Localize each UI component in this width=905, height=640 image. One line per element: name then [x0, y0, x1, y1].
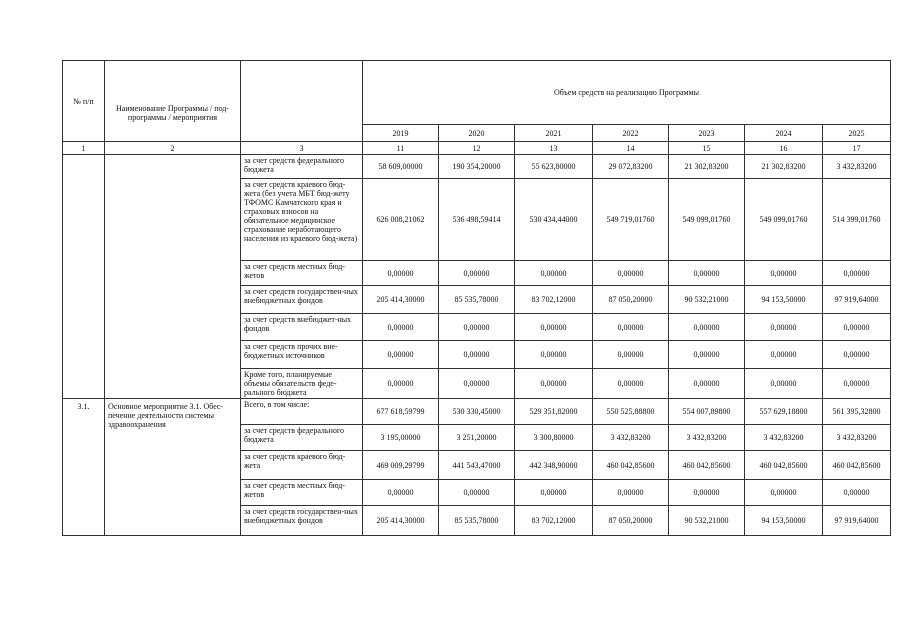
amount-cell: 460 042,85600: [593, 451, 669, 480]
amount-cell: 550 525,88800: [593, 399, 669, 425]
amount-cell: 460 042,85600: [823, 451, 891, 480]
amount-cell: 549 099,01760: [745, 179, 823, 261]
amount-cell: 514 399,01760: [823, 179, 891, 261]
amount-cell: 554 007,89800: [669, 399, 745, 425]
header-num: № п/п: [63, 61, 105, 142]
amount-cell: 3 432,83200: [669, 425, 745, 451]
amount-cell: 0,00000: [669, 341, 745, 369]
amount-cell: 469 009,29799: [363, 451, 439, 480]
amount-cell: 441 543,47000: [439, 451, 515, 480]
row-number: [63, 155, 105, 399]
amount-cell: 94 153,50000: [745, 286, 823, 314]
header-name: Наименование Программы / под-программы / мероприятия: [105, 61, 241, 142]
amount-cell: 0,00000: [593, 369, 669, 399]
amount-cell: 90 532,21000: [669, 506, 745, 536]
amount-cell: 94 153,50000: [745, 506, 823, 536]
measure-name: [105, 155, 241, 399]
amount-cell: 626 008,21062: [363, 179, 439, 261]
column-number: 11: [363, 142, 439, 155]
amount-cell: 442 348,90000: [515, 451, 593, 480]
amount-cell: 3 432,83200: [593, 425, 669, 451]
year-header: 2021: [515, 125, 593, 142]
funding-source: Всего, в том числе:: [241, 399, 363, 425]
amount-cell: 677 618,59799: [363, 399, 439, 425]
amount-cell: 460 042,85600: [745, 451, 823, 480]
amount-cell: 0,00000: [669, 314, 745, 341]
amount-cell: 3 300,80000: [515, 425, 593, 451]
column-number: 1: [63, 142, 105, 155]
amount-cell: 205 414,30000: [363, 506, 439, 536]
amount-cell: 190 354,20000: [439, 155, 515, 179]
amount-cell: 0,00000: [669, 480, 745, 506]
amount-cell: 0,00000: [745, 261, 823, 286]
amount-cell: 0,00000: [823, 341, 891, 369]
column-number: 13: [515, 142, 593, 155]
amount-cell: 0,00000: [515, 369, 593, 399]
amount-cell: 85 535,78000: [439, 286, 515, 314]
amount-cell: 0,00000: [363, 314, 439, 341]
amount-cell: 0,00000: [669, 369, 745, 399]
header-source: [241, 61, 363, 142]
amount-cell: 549 719,01760: [593, 179, 669, 261]
column-number: 14: [593, 142, 669, 155]
amount-cell: 0,00000: [515, 341, 593, 369]
amount-cell: 3 432,83200: [823, 425, 891, 451]
year-header: 2024: [745, 125, 823, 142]
amount-cell: 549 099,01760: [669, 179, 745, 261]
funding-source: за счет средств федерального бюджета: [241, 155, 363, 179]
amount-cell: 0,00000: [363, 261, 439, 286]
amount-cell: 0,00000: [593, 480, 669, 506]
amount-cell: 87 050,20000: [593, 286, 669, 314]
amount-cell: 0,00000: [515, 261, 593, 286]
table-row: [63, 155, 891, 179]
amount-cell: 0,00000: [439, 480, 515, 506]
funding-source: за счет средств краевого бюд-жета (без учета МБТ бюд-жету ТФОМС Камчатского края и страховых взносов на обязательное медицинское страхование неработающего населения из краевого бюд-жета): [241, 179, 363, 261]
amount-cell: 3 432,83200: [823, 155, 891, 179]
amount-cell: 0,00000: [439, 314, 515, 341]
column-number: 15: [669, 142, 745, 155]
amount-cell: 0,00000: [515, 314, 593, 341]
amount-cell: 0,00000: [745, 314, 823, 341]
amount-cell: 21 302,83200: [745, 155, 823, 179]
year-header: 2023: [669, 125, 745, 142]
amount-cell: 0,00000: [593, 341, 669, 369]
amount-cell: 83 702,12000: [515, 506, 593, 536]
row-number: 3.1.: [63, 399, 105, 536]
amount-cell: 205 414,30000: [363, 286, 439, 314]
amount-cell: 29 072,83200: [593, 155, 669, 179]
amount-cell: 561 395,32800: [823, 399, 891, 425]
year-header: 2020: [439, 125, 515, 142]
amount-cell: 97 919,64000: [823, 506, 891, 536]
year-header: 2025: [823, 125, 891, 142]
amount-cell: 0,00000: [823, 480, 891, 506]
amount-cell: 0,00000: [745, 480, 823, 506]
amount-cell: 0,00000: [439, 261, 515, 286]
amount-cell: 0,00000: [515, 480, 593, 506]
amount-cell: 3 195,00000: [363, 425, 439, 451]
amount-cell: 55 623,80000: [515, 155, 593, 179]
amount-cell: 557 629,18800: [745, 399, 823, 425]
amount-cell: 0,00000: [745, 369, 823, 399]
amount-cell: 0,00000: [439, 341, 515, 369]
amount-cell: 83 702,12000: [515, 286, 593, 314]
amount-cell: 58 609,00000: [363, 155, 439, 179]
amount-cell: 0,00000: [745, 341, 823, 369]
amount-cell: 0,00000: [669, 261, 745, 286]
funding-source: за счет средств краевого бюд-жета: [241, 451, 363, 480]
funding-source: за счет средств федерального бюджета: [241, 425, 363, 451]
amount-cell: 0,00000: [363, 480, 439, 506]
column-number: 16: [745, 142, 823, 155]
amount-cell: 530 330,45000: [439, 399, 515, 425]
amount-cell: 0,00000: [363, 341, 439, 369]
funding-source: за счет средств государствен-ных внебюджетных фондов: [241, 286, 363, 314]
amount-cell: 460 042,85600: [669, 451, 745, 480]
column-number: 3: [241, 142, 363, 155]
amount-cell: 530 434,44000: [515, 179, 593, 261]
funding-source: за счет средств местных бюд-жетов: [241, 480, 363, 506]
column-number: 2: [105, 142, 241, 155]
amount-cell: 90 532,21000: [669, 286, 745, 314]
amount-cell: 0,00000: [439, 369, 515, 399]
header-volume: Объем средств на реализацию Программы: [363, 61, 891, 125]
amount-cell: 0,00000: [363, 369, 439, 399]
column-number: 17: [823, 142, 891, 155]
table-row: [63, 399, 891, 425]
year-header: 2019: [363, 125, 439, 142]
amount-cell: 3 432,83200: [745, 425, 823, 451]
funding-source: за счет средств государствен-ных внебюджетных фондов: [241, 506, 363, 536]
measure-name: Основное мероприятие 3.1. Обес-печение деятельности системы здравоохранения: [105, 399, 241, 536]
funding-source: Кроме того, планируемые объемы обязательств феде-рального бюджета: [241, 369, 363, 399]
column-number: 12: [439, 142, 515, 155]
amount-cell: 0,00000: [823, 369, 891, 399]
amount-cell: 97 919,64000: [823, 286, 891, 314]
year-header: 2022: [593, 125, 669, 142]
amount-cell: 3 251,20000: [439, 425, 515, 451]
funding-source: за счет средств внебюджет-ных фондов: [241, 314, 363, 341]
funding-source: за счет средств прочих вне-бюджетных источников: [241, 341, 363, 369]
funding-source: за счет средств местных бюд-жетов: [241, 261, 363, 286]
amount-cell: 529 351,82000: [515, 399, 593, 425]
amount-cell: 0,00000: [593, 314, 669, 341]
budget-table: [62, 60, 891, 536]
amount-cell: 21 302,83200: [669, 155, 745, 179]
amount-cell: 0,00000: [823, 261, 891, 286]
amount-cell: 85 535,78000: [439, 506, 515, 536]
amount-cell: 0,00000: [823, 314, 891, 341]
amount-cell: 87 050,20000: [593, 506, 669, 536]
amount-cell: 536 498,59414: [439, 179, 515, 261]
amount-cell: 0,00000: [593, 261, 669, 286]
